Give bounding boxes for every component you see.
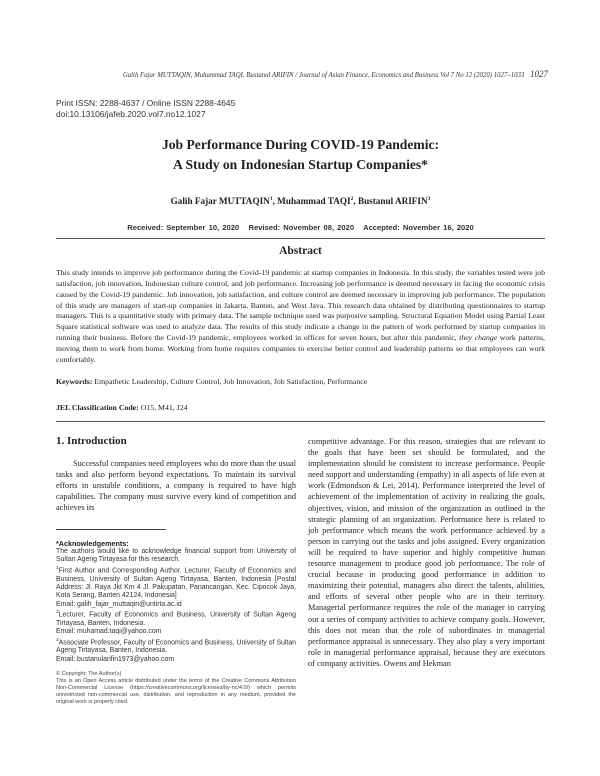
issn-block	[56, 98, 235, 120]
abstract-body	[56, 268, 545, 366]
intro-right-column: competitive advantage. For this reason, strategies that are relevant to the goals that have been set should be formulated, and the implementation should be consistent to increase performance. People need support and understanding (empathy) in all aspects of life even at work (Edmondson & Lei, 2014). Performance interpreted the level of achievement of the implementation of activity in realizing the goals, objectives, vision, and mission of the organization as outlined in the strategic planning of an organization. Performance here is related to job performance which means the work performance achieved by a person in carrying out the tasks and jobs assigned. Every organization will be required to have superior and highly competitive human resource management to produce good job performance. The role of crucial because in producing good performance in addition to maximizing their potential, managers also direct the talents, abilities, and efforts of several other people who are in their territory. Managerial performance requires the role of the manager in carrying out a series of company activities to achieve company goals. However, this does not mean that the role of subordinates in managerial performance appraisal is unnecessary. They also play a very important role in managerial performance appraisal, because they are executors of company activities. Owens and Hekman	[308, 437, 545, 668]
abstract-text: This study intends to improve job performance during the Covid-19 pandemic at startup companies in Indonesia. In this study, the variables tested were job satisfaction, job innovation, Indonesian culture control, and job performance. Increasing job performance is deemed necessary in facing the economic crisis caused by the Covid-19 pandemic. Job innovation, job satisfaction, and culture control are deemed necessary in improving job performance. The population of this study are managers of start-up companies in Jakarta, Banten, and West Java. This research data obtained by distributing questionnaires to startup managers. This is a quantitative study with primary data. The sample technique used was purposive sampling. Structural Equation Model using Partial Least Square statistical software was used to analyze data. The results of this study indicate a change in the pattern of work performed by startup companies in running their business. Before the Covid-19 pandemic, employees worked in offices for seven hours, but after this pandemic,	[56, 268, 545, 343]
footnote-3-text: Associate Professor, Faculty of Economics and Business, University of Sultan Ageng Tirtayasa, Banten, Indonesia.	[56, 638, 296, 655]
abstract-heading: Abstract	[279, 245, 322, 257]
footnote-2-text: Lecturer, Faculty of Economics and Business, University of Sultan Ageng Tirtayasa, Banten, Indonesia.	[56, 611, 296, 627]
acknowledgements-text: The authors would like to acknowledge financial support from University of Sultan Ageng Tirtayasa for this research.	[56, 548, 296, 564]
footnote-divider	[56, 529, 166, 530]
footnote-1-marker: 1	[56, 565, 59, 571]
paper-title	[56, 135, 545, 175]
title-line-1: Job Performance During COVID-19 Pandemic:	[161, 137, 440, 152]
jel-text: O15, M41, J24	[140, 403, 188, 412]
doi: doi:10.13106/jafeb.2020.vol7.no12.1027	[56, 109, 206, 119]
running-header-text: Galih Fajar MUTTAQIN, Muhammad TAQI, Bustanul ARIFIN / Journal of Asian Finance, Economics and Business Vol 7 No 12 (2020) 1027–1033	[122, 72, 525, 79]
keywords-label: Keywords:	[56, 377, 95, 386]
author-3: Bustanul ARIFIN	[357, 196, 428, 207]
abstract-emphasis: they change	[459, 333, 498, 343]
footnote-1-email: Email: galih_fajar_muttaqin@untirta.ac.id	[56, 600, 182, 608]
jel-label: JEL Classification Code:	[56, 403, 141, 412]
footnotes	[56, 548, 296, 664]
author-2-affiliation: 2	[350, 196, 354, 202]
author-3-affiliation: 3	[427, 196, 431, 202]
author-separator: ,	[272, 196, 278, 207]
author-separator: ,	[353, 196, 358, 207]
divider-bottom	[56, 421, 545, 422]
footnote-2-marker: 2	[56, 610, 59, 616]
footnote-3-marker: 3	[56, 637, 59, 643]
jel-codes	[56, 403, 545, 412]
intro-left-column: Successful companies need employees who do more than the usual tasks and also perform beyond expectations. To maintain its survival efforts in unstable conditions, a company is required to have high capabilities. The company must survive every kind of competition and achieves its	[56, 459, 296, 513]
author-1-affiliation: 1	[269, 196, 273, 202]
copyright-line: © Copyright: The Author(s)	[56, 671, 122, 677]
page-number: 1027	[530, 69, 548, 79]
footnote-3	[56, 637, 296, 656]
keywords-text: Empathetic Leadership, Culture Control, Job Innovation, Job Satisfaction, Performance	[94, 377, 368, 386]
issn: Print ISSN: 2288-4637 / Online ISSN 2288-4645	[56, 98, 236, 108]
running-header	[56, 69, 548, 79]
footnote-3-email: Email: bustanularifin1973@yahoo.com	[56, 655, 175, 663]
divider-top	[56, 238, 545, 239]
keywords	[56, 377, 545, 386]
section-heading-introduction: 1. Introduction	[56, 435, 127, 447]
submission-dates: Received: September 10, 2020 Revised: November 08, 2020 Accepted: November 16, 2020	[127, 223, 474, 232]
acknowledgements-heading: *Acknowledgements:	[56, 539, 129, 548]
copyright-notice	[56, 671, 296, 706]
author-list	[56, 196, 545, 206]
footnote-1	[56, 565, 296, 601]
footnote-2	[56, 609, 296, 628]
license-text: This is an Open Access article distributed under the terms of the Creative Commons Attribution Non-Commercial License (https://creativecommons.org/licenses/by-nc/4.0/) which permits unrestricted non-commercial use, distribution, and reproduction in any medium, provided the original work is properly cited.	[56, 678, 296, 705]
abstract-text-end: work patterns, moving them to work from home. Working from home requires companies to exercise better control and leadership patterns so that employees can work comfortably.	[56, 333, 545, 364]
footnote-2-email: Email: muhamad.taqi@yahoo.com	[56, 628, 162, 636]
title-line-2: A Study on Indonesian Startup Companies*	[173, 157, 428, 172]
author-1: Galih Fajar MUTTAQIN	[170, 196, 270, 207]
footnote-1-text: First Author and Corresponding Author. Lecturer, Faculty of Economics and Business, University of Sultan Ageng Tirtayasa, Banten, Indonesia [Postal Address: Jl. Raya Jkt Km 4 Jl. Pakupatan, Panancangan, Kec. Cipocok Jaya, Kota Serang, Banten 42124, Indonesia]	[56, 567, 296, 600]
author-2: Muhammad TAQI	[277, 196, 351, 207]
